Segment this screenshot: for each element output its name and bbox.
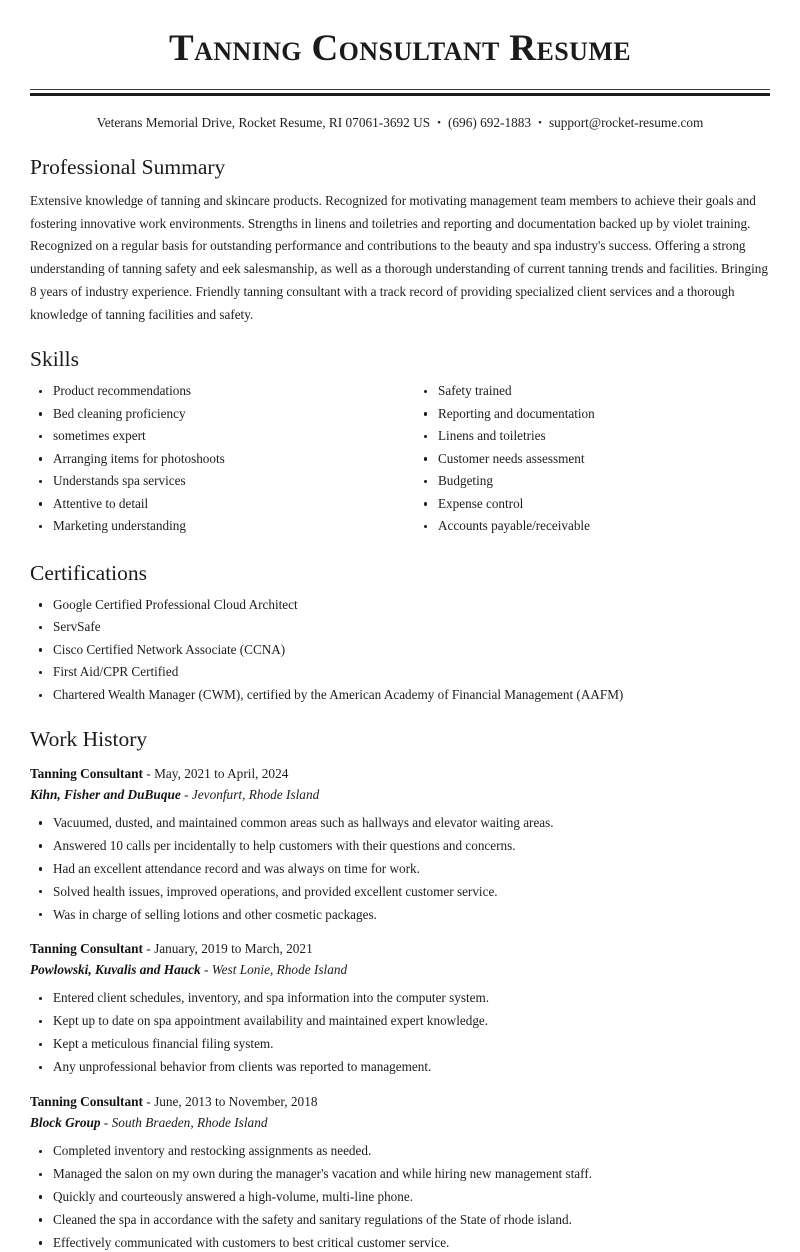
section-title-work-history: Work History xyxy=(30,726,148,751)
job-title: Tanning Consultant xyxy=(30,1094,143,1110)
list-item: Solved health issues, improved operations, and provided excellent customer service. xyxy=(30,883,770,901)
contact-info xyxy=(30,114,770,133)
job-company: Block Group xyxy=(30,1115,101,1131)
job-title: Tanning Consultant xyxy=(30,941,143,957)
section-professional-summary xyxy=(30,154,770,326)
job-separator: - xyxy=(204,962,209,978)
section-skills xyxy=(30,346,770,540)
list-item: Product recommendations xyxy=(30,382,400,400)
job-dates: June, 2013 to November, 2018 xyxy=(154,1094,318,1110)
contact-address: Veterans Memorial Drive, Rocket Resume, RI 07061-3692 US xyxy=(96,114,431,130)
job-heading xyxy=(30,1092,770,1112)
list-item: Arranging items for photoshoots xyxy=(30,450,400,468)
job-company: Powlowski, Kuvalis and Hauck xyxy=(30,962,201,978)
job-separator: - xyxy=(103,1115,109,1131)
job-heading xyxy=(30,764,770,784)
job-location: Jevonfurt, Rhode Island xyxy=(191,786,320,802)
list-item: Vacuumed, dusted, and maintained common areas such as hallways and elevator waiting areas. xyxy=(30,814,770,832)
section-title-professional-summary: Professional Summary xyxy=(30,155,226,180)
page-title: Tanning Consultant Resume xyxy=(168,28,632,69)
list-item: Marketing understanding xyxy=(30,517,400,535)
work-history-entry xyxy=(30,1092,770,1252)
list-item: Accounts payable/receivable xyxy=(415,517,770,535)
job-title: Tanning Consultant xyxy=(30,765,143,781)
skills-list-left xyxy=(30,382,400,535)
job-separator: - xyxy=(146,1094,151,1110)
list-item: Attentive to detail xyxy=(30,495,400,513)
list-item: Quickly and courteously answered a high-volume, multi-line phone. xyxy=(30,1188,770,1206)
skills-column-left xyxy=(30,382,400,540)
section-title-skills: Skills xyxy=(30,347,79,372)
job-separator: - xyxy=(146,765,151,781)
job-subheading xyxy=(30,785,770,805)
list-item: First Aid/CPR Certified xyxy=(30,663,770,681)
list-item: Google Certified Professional Cloud Architect xyxy=(30,596,770,614)
list-item: Bed cleaning proficiency xyxy=(30,405,400,423)
list-item: Managed the salon on my own during the manager's vacation and while hiring new management staff. xyxy=(30,1165,770,1183)
header-divider xyxy=(30,89,770,96)
divider-line-thick xyxy=(30,93,770,96)
job-location: South Braeden, Rhode Island xyxy=(111,1115,268,1131)
list-item: Expense control xyxy=(415,495,770,513)
list-item: Understands spa services xyxy=(30,472,400,490)
contact-separator-icon: • xyxy=(538,116,542,129)
list-item: Cleaned the spa in accordance with the safety and sanitary regulations of the State of rhode island. xyxy=(30,1211,770,1229)
list-item: Answered 10 calls per incidentally to help customers with their questions and concerns. xyxy=(30,837,770,855)
job-location: West Lonie, Rhode Island xyxy=(211,962,348,978)
list-item: Effectively communicated with customers to best critical customer service. xyxy=(30,1234,770,1252)
list-item: Reporting and documentation xyxy=(415,405,770,423)
section-certifications xyxy=(30,560,770,704)
list-item: Kept a meticulous financial filing system. xyxy=(30,1035,770,1053)
job-company: Kihn, Fisher and DuBuque xyxy=(30,786,181,802)
section-work-history xyxy=(30,726,770,1252)
list-item: Cisco Certified Network Associate (CCNA) xyxy=(30,641,770,659)
job-dates: January, 2019 to March, 2021 xyxy=(154,941,313,957)
list-item: Had an excellent attendance record and was always on time for work. xyxy=(30,860,770,878)
list-item: Safety trained xyxy=(415,382,770,400)
list-item: Was in charge of selling lotions and other cosmetic packages. xyxy=(30,906,770,924)
skills-list-right xyxy=(415,382,770,535)
list-item: Budgeting xyxy=(415,472,770,490)
work-history-entry xyxy=(30,764,770,924)
skills-column-right xyxy=(400,382,770,540)
job-separator: - xyxy=(184,786,189,802)
list-item: Kept up to date on spa appointment availability and maintained expert knowledge. xyxy=(30,1012,770,1030)
list-item: Linens and toiletries xyxy=(415,427,770,445)
job-responsibilities xyxy=(30,814,770,924)
job-dates: May, 2021 to April, 2024 xyxy=(154,765,289,781)
contact-separator-icon: • xyxy=(437,116,441,129)
work-history-entry xyxy=(30,939,770,1076)
job-responsibilities xyxy=(30,989,770,1076)
job-heading xyxy=(30,939,770,959)
list-item: ServSafe xyxy=(30,618,770,636)
contact-email: support@rocket-resume.com xyxy=(548,114,704,130)
job-subheading xyxy=(30,960,770,980)
list-item: Entered client schedules, inventory, and spa information into the computer system. xyxy=(30,989,770,1007)
list-item: sometimes expert xyxy=(30,427,400,445)
certifications-list xyxy=(30,596,770,704)
skills-columns xyxy=(30,382,770,540)
list-item: Any unprofessional behavior from clients was reported to management. xyxy=(30,1058,770,1076)
section-title-certifications: Certifications xyxy=(30,560,148,585)
list-item: Completed inventory and restocking assignments as needed. xyxy=(30,1142,770,1160)
job-responsibilities xyxy=(30,1142,770,1252)
contact-phone: (696) 692-1883 xyxy=(447,114,532,130)
professional-summary-text: Extensive knowledge of tanning and skincare products. Recognized for motivating management team members to achieve their goals and fostering innovative work environments. Strengths in linens and toiletries and reporting and documentation backed up by violet training. Recognized on a regular basis for outstanding performance and contributions to the beauty and spa industry's success. Offering a strong understanding of tanning safety and eek salesmanship, as well as a thorough understanding of current tanning trends and facilities. Bringing 8 years of industry experience. Friendly tanning consultant with a track record of providing specialized client services and a thorough knowledge of tanning facilities and safety. xyxy=(30,193,768,322)
list-item: Chartered Wealth Manager (CWM), certified by the American Academy of Financial Management (AAFM) xyxy=(30,686,770,704)
job-separator: - xyxy=(146,941,151,957)
list-item: Customer needs assessment xyxy=(415,450,770,468)
job-subheading xyxy=(30,1113,770,1133)
